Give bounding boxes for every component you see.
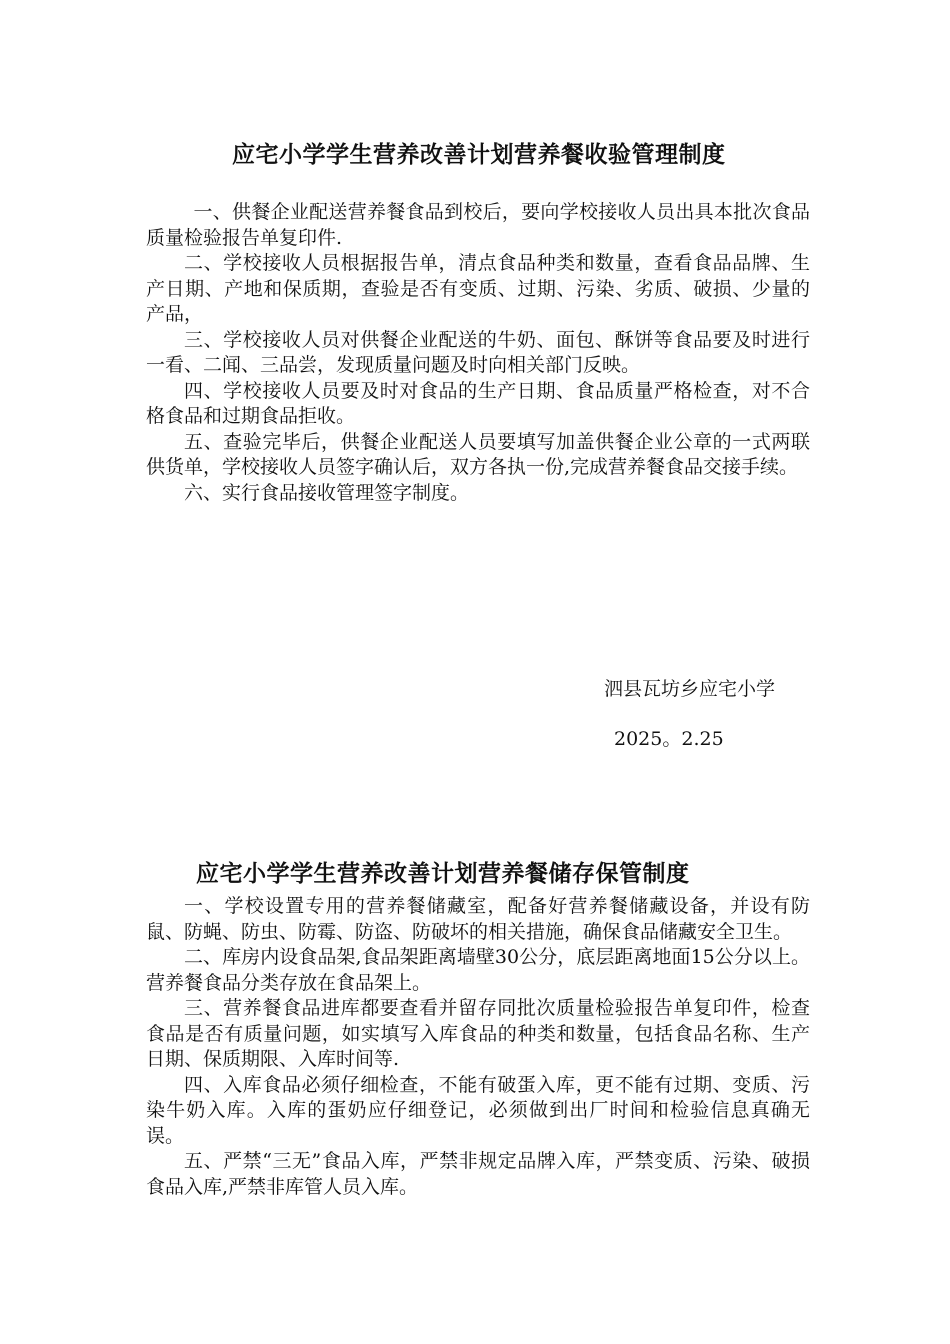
doc1-paragraph-2: 二、学校接收人员根据报告单，清点食品种类和数量，查看食品品牌、生产日期、产地和保质期，查验是否有变质、过期、污染、劣质、破损、少量的产品， xyxy=(146,252,810,325)
doc1-paragraph-3: 三、学校接收人员对供餐企业配送的牛奶、面包、酥饼等食品要及时进行一看、二闻、三品尝，发现质量问题及时向相关部门反映。 xyxy=(146,328,810,376)
doc2-paragraph-3: 三、营养餐食品进库都要查看并留存同批次质量检验报告单复印件，检查食品是否有质量问题，如实填写入库食品的种类和数量，包括食品名称、生产日期、保质期限、入库时间等. xyxy=(146,997,810,1070)
doc1-paragraph-4: 四、学校接收人员要及时对食品的生产日期、食品质量严格检查，对不合格食品和过期食品拒收。 xyxy=(146,379,810,427)
doc1-signer: 泗县瓦坊乡应宅小学 xyxy=(604,678,776,700)
doc2-body xyxy=(146,894,810,1200)
doc2-paragraph-5: 五、严禁“三无”食品入库，严禁非规定品牌入库，严禁变质、污染、破损食品入库,严禁非库管人员入库。 xyxy=(146,1150,810,1198)
doc1-title: 应宅小学学生营养改善计划营养餐收验管理制度 xyxy=(232,142,726,168)
doc1-paragraph-5: 五、查验完毕后，供餐企业配送人员要填写加盖供餐企业公章的一式两联供货单，学校接收人员签字确认后，双方各执一份,完成营养餐食品交接手续。 xyxy=(146,430,810,478)
doc1-date: 2025。2.25 xyxy=(614,728,724,750)
doc1-paragraph-1: 一、供餐企业配送营养餐食品到校后，要向学校接收人员出具本批次食品质量检验报告单复印件. xyxy=(146,201,810,249)
doc1-paragraph-6: 六、实行食品接收管理签字制度。 xyxy=(184,481,470,504)
doc2-title: 应宅小学学生营养改善计划营养餐储存保管制度 xyxy=(196,861,690,887)
doc2-paragraph-2: 二、库房内设食品架,食品架距离墙壁30公分，底层距离地面15公分以上。营养餐食品分类存放在食品架上。 xyxy=(146,946,810,994)
doc2-paragraph-4: 四、入库食品必须仔细检查，不能有破蛋入库，更不能有过期、变质、污染牛奶入库。入库的蛋奶应仔细登记，必须做到出厂时间和检验信息真确无误。 xyxy=(146,1073,810,1147)
doc2-paragraph-1: 一、学校设置专用的营养餐储藏室，配备好营养餐储藏设备，并设有防鼠、防蝇、防虫、防霉、防盗、防破坏的相关措施，确保食品储藏安全卫生。 xyxy=(146,895,810,943)
doc1-body xyxy=(146,200,810,506)
